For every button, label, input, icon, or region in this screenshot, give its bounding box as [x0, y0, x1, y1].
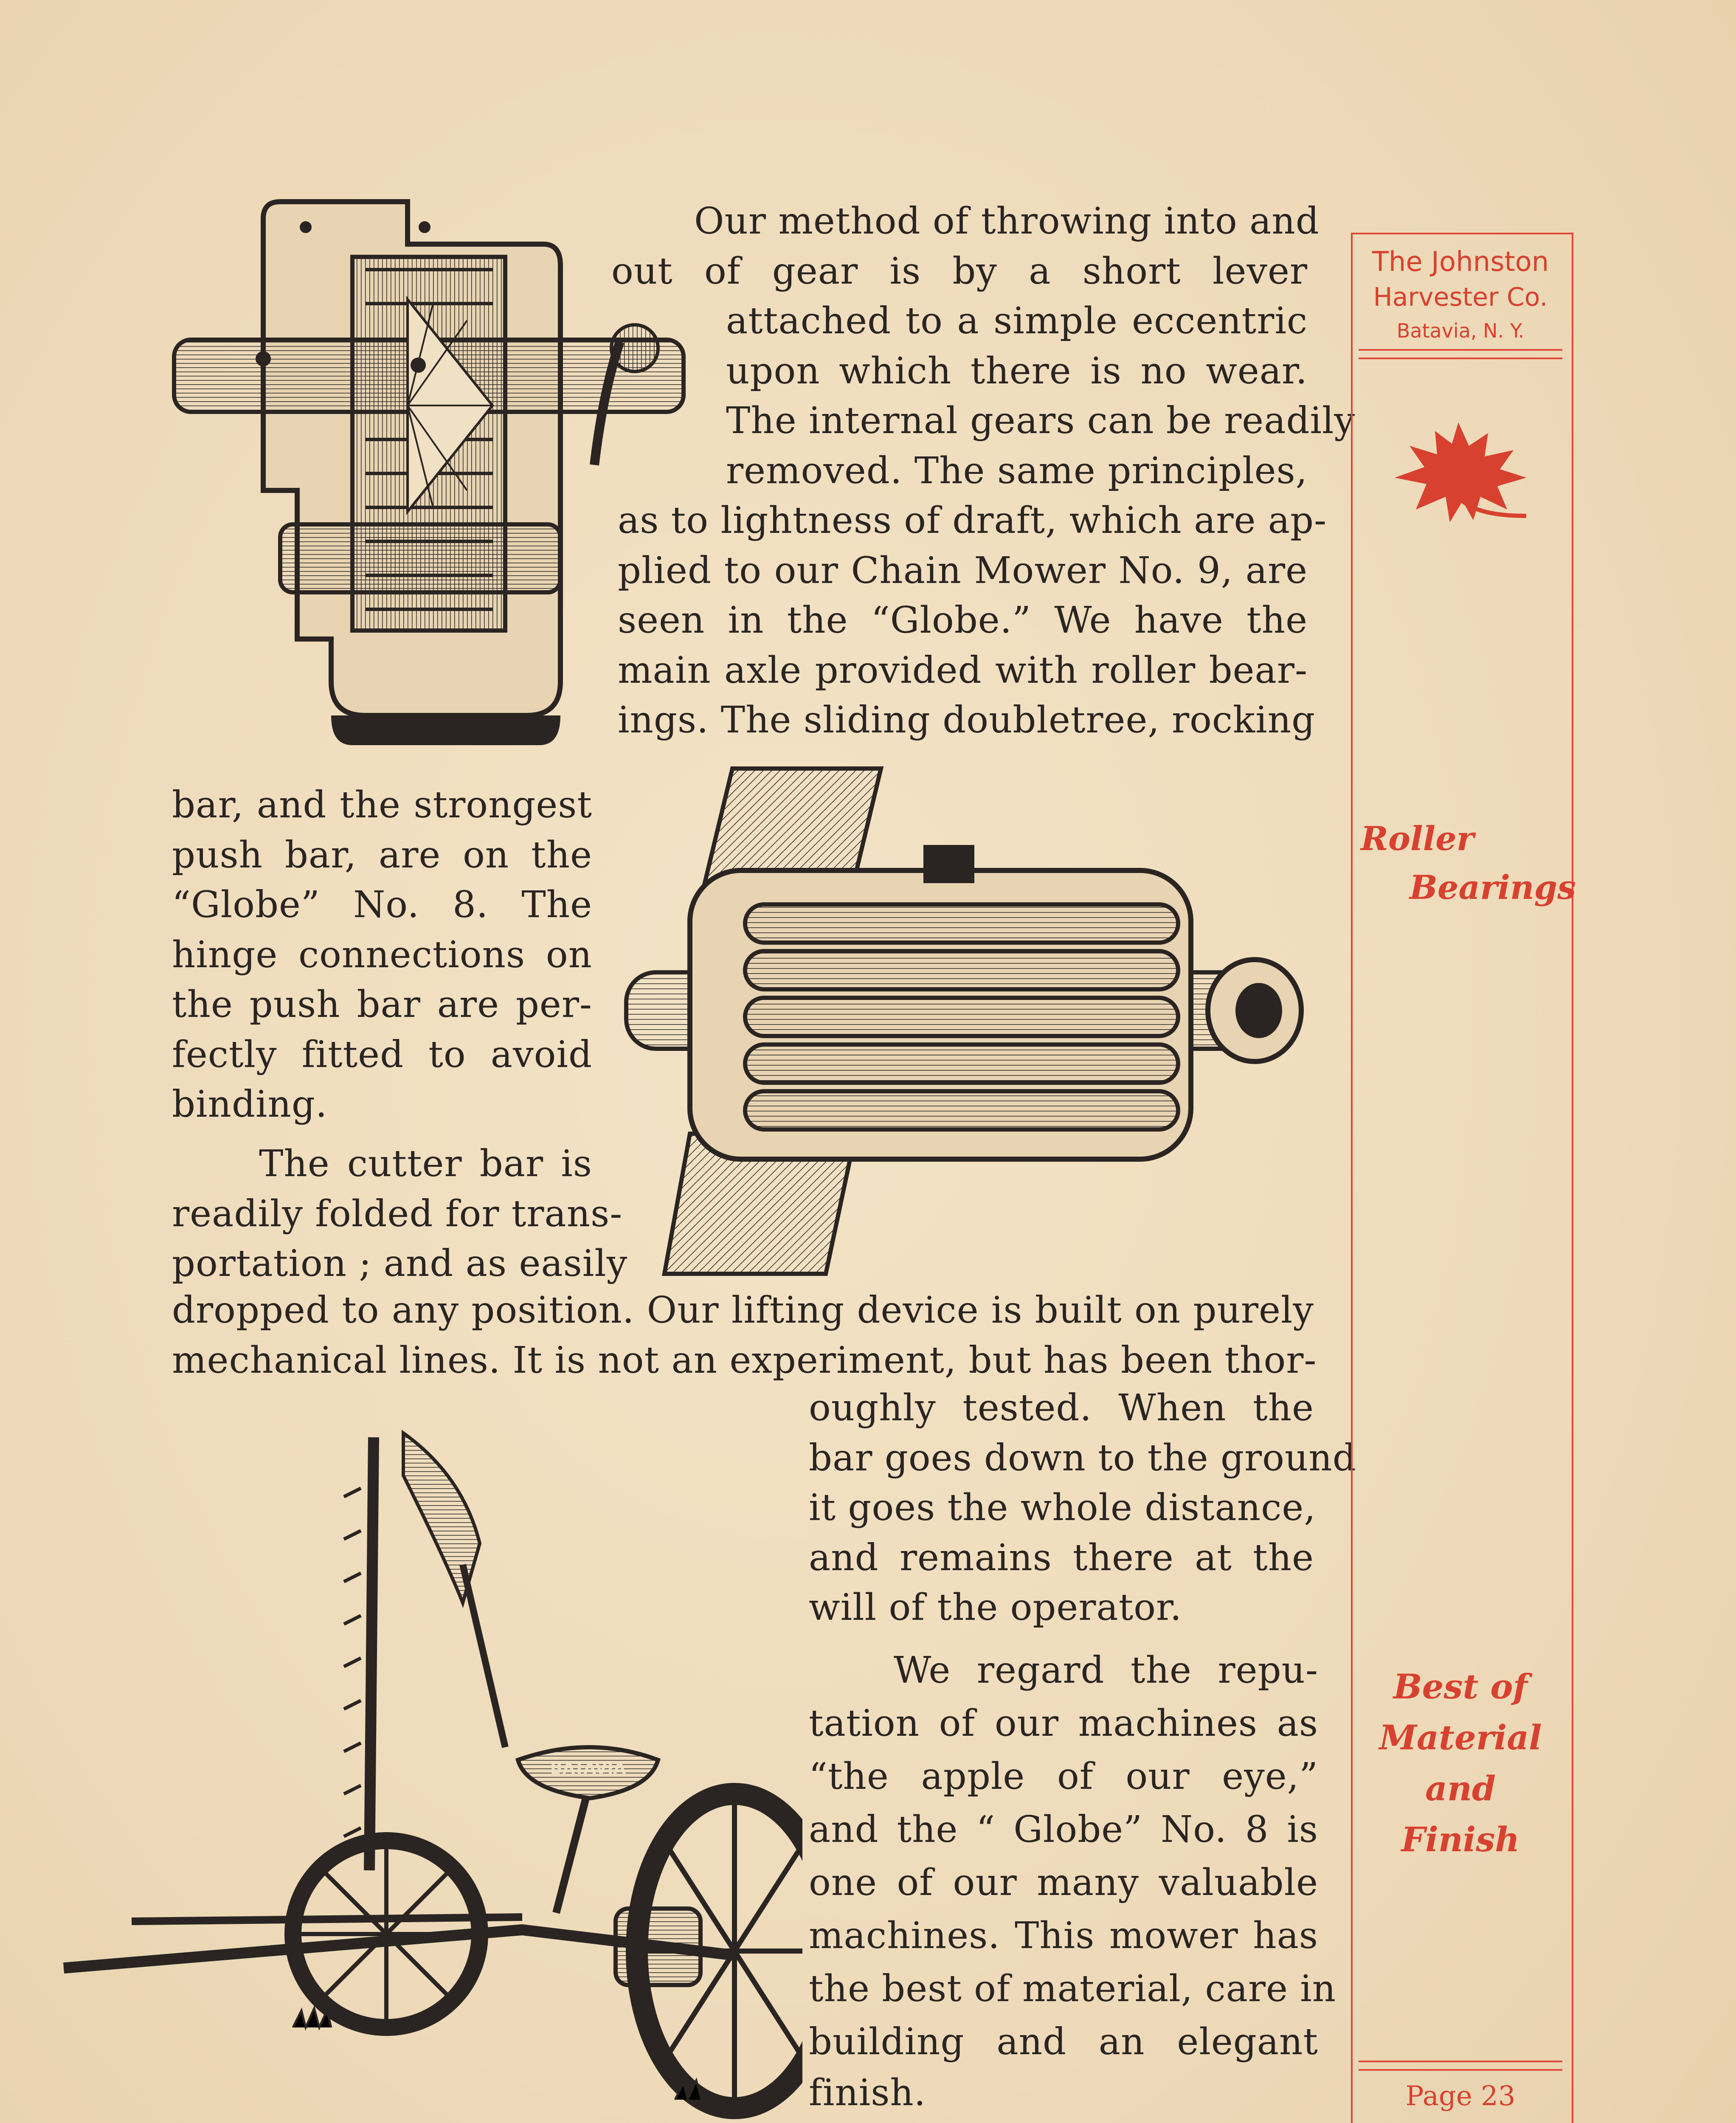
margin-note-material-line1: Best of — [1393, 1667, 1528, 1706]
text-line: fectly fitted to avoid — [172, 1033, 592, 1076]
text-line: and the “ Globe” No. 8 is — [809, 1808, 1318, 1851]
sidebar-rule-top-1 — [1359, 349, 1562, 351]
text-line: the push bar are per- — [172, 983, 592, 1026]
text-line: oughly tested. When the — [809, 1387, 1314, 1429]
text-line: readily folded for trans- — [172, 1193, 623, 1235]
roller-bearing-illustration — [618, 764, 1320, 1299]
margin-note-material-line3: and — [1425, 1768, 1496, 1808]
margin-note-roller-line2: Bearings — [1410, 868, 1576, 907]
text-line: finish. — [809, 2072, 926, 2114]
maple-leaf-icon — [1386, 414, 1535, 527]
text-line: We regard the repu- — [894, 1649, 1318, 1692]
text-line: portation ; and as easily — [172, 1242, 628, 1285]
text-line: “the apple of our eye,” — [809, 1755, 1318, 1798]
text-line: plied to our Chain Mower No. 9, are — [618, 549, 1308, 592]
text-line: will of the operator. — [809, 1586, 1182, 1629]
page-number: Page 23 — [1405, 2081, 1516, 2112]
text-line: seen in the “Globe.” We have the — [618, 599, 1308, 642]
text-line: The internal gears can be readily — [726, 400, 1356, 442]
sidebar-rule-bottom-2 — [1359, 2069, 1562, 2071]
text-line: dropped to any position. Our lifting device is built on purely — [172, 1289, 1314, 1332]
text-line: tation of our machines as — [809, 1702, 1318, 1745]
text-line: “Globe” No. 8. The — [172, 884, 592, 926]
text-line: as to lightness of draft, which are ap- — [618, 499, 1327, 542]
sidebar-rule-top-2 — [1359, 358, 1562, 359]
text-line: Our method of throwing into and — [694, 200, 1320, 242]
text-line: mechanical lines. It is not an experiment, but has been thor- — [172, 1339, 1317, 1382]
text-line: machines. This mower has — [809, 1915, 1318, 1957]
mower-illustration — [55, 1425, 802, 2121]
text-line: main axle provided with roller bear- — [618, 649, 1308, 692]
text-line: push bar, are on the — [172, 834, 592, 876]
text-line: binding. — [172, 1083, 328, 1126]
text-line: the best of material, care in — [809, 1968, 1336, 2010]
text-line: removed. The same principles, — [726, 450, 1308, 492]
margin-note-material-line2: Material — [1379, 1718, 1542, 1757]
company-location: Batavia, N. Y. — [1396, 319, 1525, 342]
text-line: out of gear is by a short lever — [611, 250, 1308, 293]
text-line: The cutter bar is — [259, 1143, 592, 1185]
text-line: building and an elegant — [809, 2021, 1318, 2063]
text-line: one of our many valuable — [809, 1861, 1318, 1904]
text-line: hinge connections on — [172, 934, 592, 976]
text-line: upon which there is no wear. — [726, 350, 1308, 392]
text-line: ings. The sliding doubletree, rocking — [618, 699, 1316, 741]
text-line: and remains there at the — [809, 1537, 1314, 1579]
margin-note-roller-line1: Roller — [1361, 819, 1474, 858]
text-line: attached to a simple eccentric — [726, 300, 1308, 342]
text-line: bar goes down to the ground — [809, 1437, 1356, 1479]
text-line: bar, and the strongest — [172, 784, 592, 826]
seat-brand-text: BATAVIA — [550, 1759, 626, 1777]
sidebar-rule-bottom-1 — [1359, 2061, 1562, 2062]
company-name-line1: The Johnston — [1372, 246, 1549, 278]
text-line: it goes the whole distance, — [809, 1487, 1316, 1529]
company-name-line2: Harvester Co. — [1373, 282, 1548, 312]
margin-note-material-line4: Finish — [1401, 1819, 1520, 1859]
